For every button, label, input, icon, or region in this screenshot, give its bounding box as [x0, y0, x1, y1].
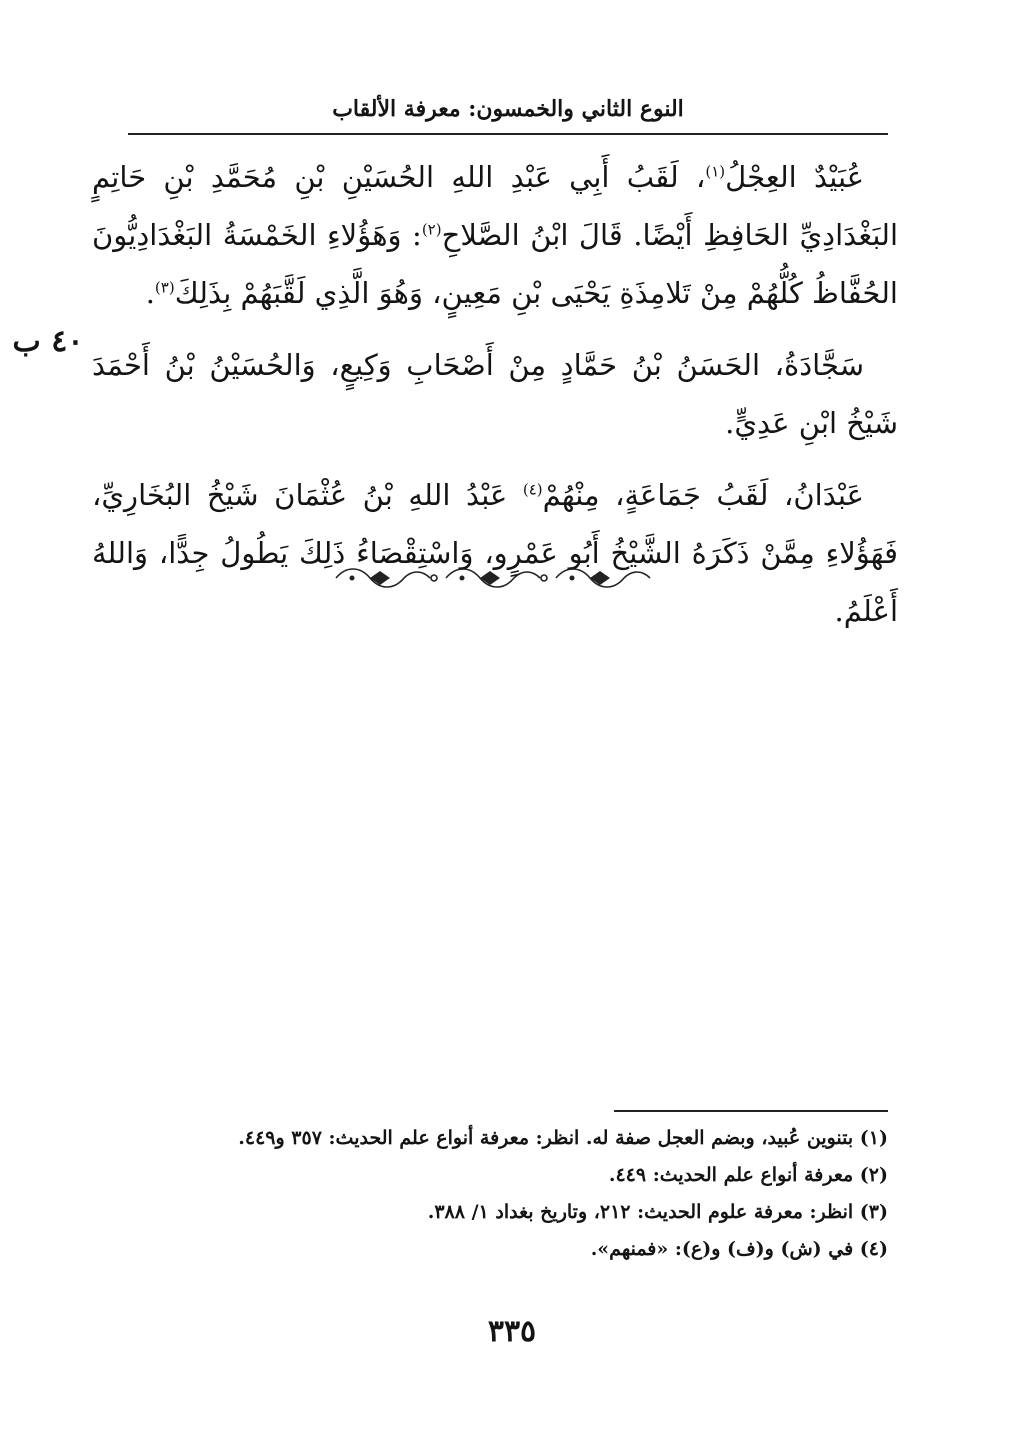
- paragraph-ubayd: [92, 148, 898, 322]
- margin-folio-note: ٤٠ ب: [12, 324, 84, 359]
- paragraph-text: عَبْدَانُ، لَقَبُ جَمَاعَةٍ، مِنْهُمْ: [542, 478, 864, 512]
- footnote-ref[interactable]: (١): [705, 162, 726, 181]
- floral-divider-icon: [330, 560, 660, 596]
- paragraph-text: .: [145, 276, 155, 310]
- paragraph-text: : وَهَؤُلاءِ الخَمْسَةُ البَغْدَادِيُّونَ الحُفَّاظُ كُلُّهُمْ مِنْ تَلامِذَةِ يَحْيَى بْنِ مَعِينٍ، وَهُوَ الَّذِي لَقَّبَهُمْ بِذَلِكَ: [92, 218, 898, 310]
- paragraph-sajjada: سَجَّادَةُ، الحَسَنُ بْنُ حَمَّادٍ مِنْ أَصْحَابِ وَكِيعٍ، وَالحُسَيْنُ بْنُ أَحْمَدَ شَيْخُ ابْنِ عَدِيٍّ.: [92, 348, 898, 440]
- paragraph-text: ، لَقَبُ أَبِي عَبْدِ اللهِ الحُسَيْنِ بْنِ مُحَمَّدِ بْنِ حَاتِمٍ البَغْدَادِيِّ الحَافِظِ أَيْضًا. قَالَ ابْنُ الصَّلاحِ: [92, 160, 899, 252]
- paragraph-text: عُبَيْدٌ العِجْلُ: [725, 160, 865, 194]
- header-rule: [128, 133, 888, 135]
- footnote-2: (٢) معرفة أنواع علم الحديث: ٤٤٩.: [608, 1164, 888, 1186]
- footnote-3: (٣) انظر: معرفة علوم الحديث: ٢١٢، وتاريخ بغداد ١/ ٣٨٨.: [427, 1201, 888, 1223]
- footnote-ref[interactable]: (٣): [154, 278, 175, 297]
- paragraph-abdan: [92, 466, 898, 640]
- footnote-rule: [614, 1110, 888, 1112]
- footnote-ref[interactable]: (٢): [421, 220, 442, 239]
- running-header: النوع الثاني والخمسون: معرفة الألقاب: [332, 96, 684, 122]
- page-number: ٣٣٥: [487, 1314, 537, 1349]
- paragraph-text: عَبْدُ اللهِ بْنُ عُثْمَانَ شَيْخُ البُخَارِيِّ، فَهَؤُلاءِ مِمَّنْ ذَكَرَهُ الشَّيْخُ أَبُو عَمْرٍو، وَاسْتِقْصَاءُ ذَلِكَ يَطُولُ جِدًّا، وَاللهُ أَعْلَمُ.: [92, 478, 898, 628]
- footnote-ref[interactable]: (٤): [522, 480, 543, 499]
- footnote-4: (٤) في (ش) و(ف) و(ع): «فمنهم».: [590, 1238, 888, 1260]
- footnote-1: (١) بتنوين عُبيد، وبضم العجل صفة له. انظر: معرفة أنواع علم الحديث: ٣٥٧ و٤٤٩.: [238, 1127, 888, 1149]
- footnotes: [128, 1120, 888, 1268]
